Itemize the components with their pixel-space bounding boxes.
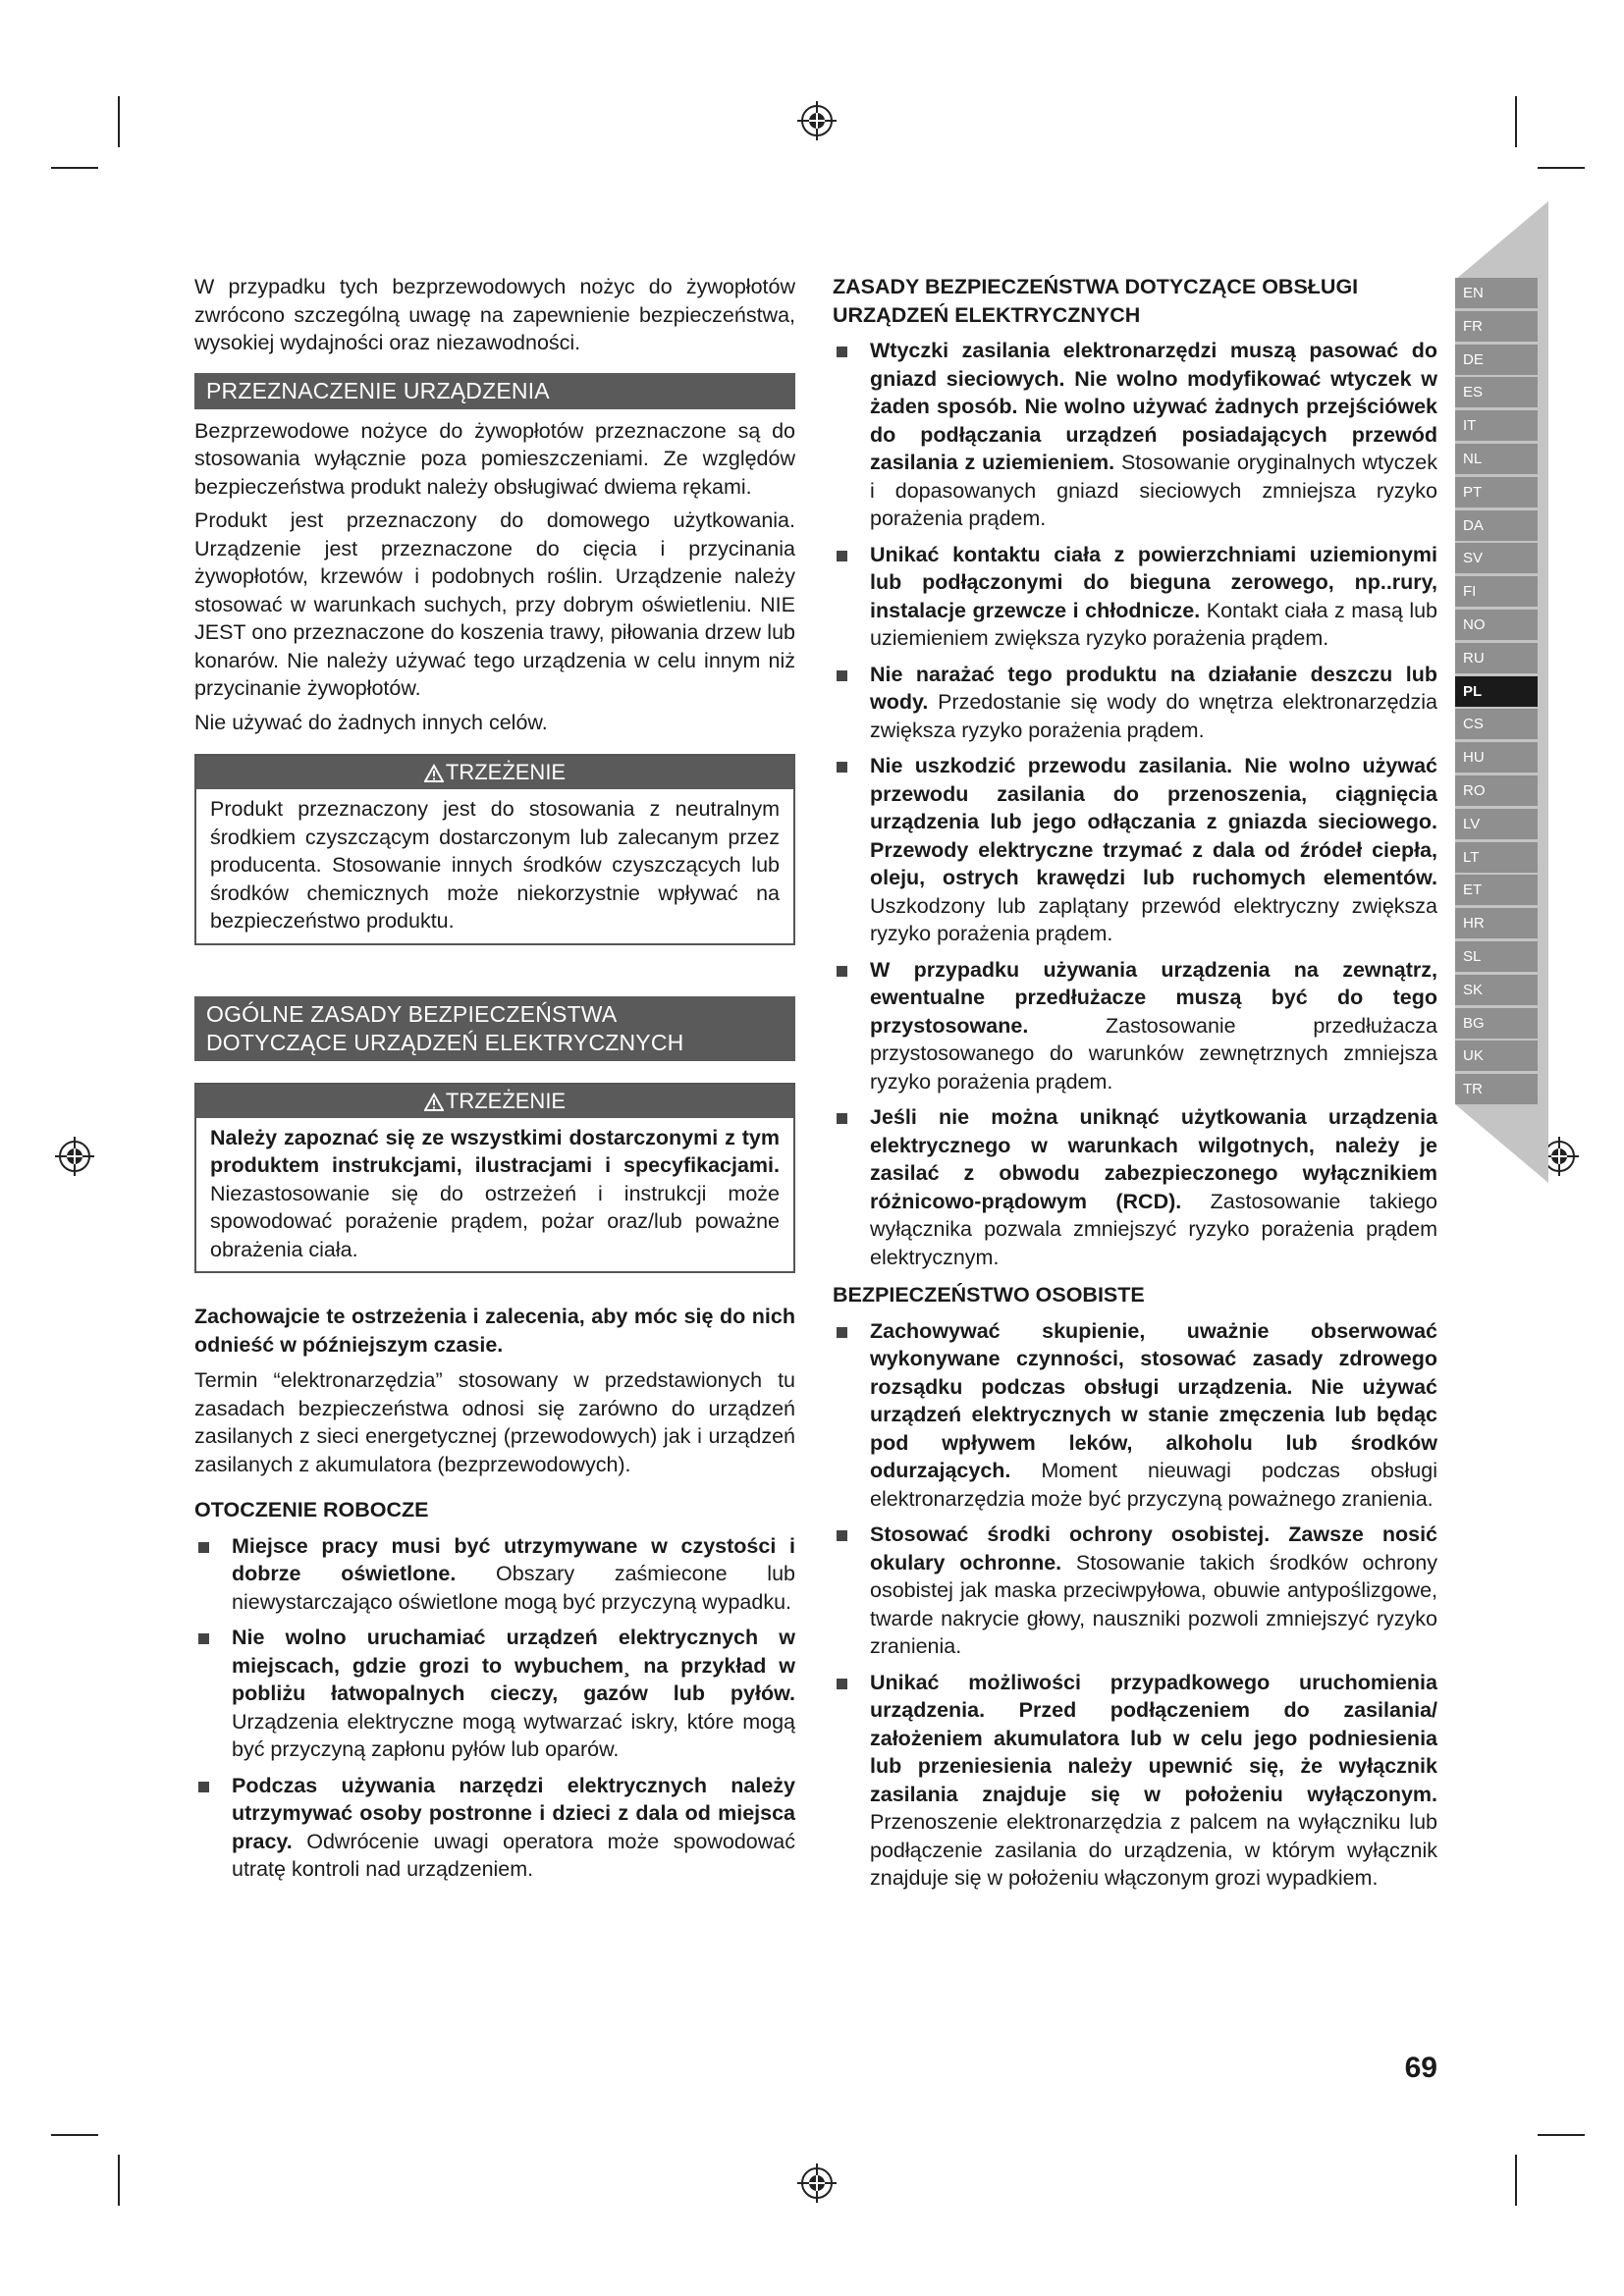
work-area-list bbox=[194, 1532, 795, 1884]
keep-instructions-note: Zachowajcie te ostrzeżenia i zalecenia, aby móc się do nich odnieść w późniejszym czasie. bbox=[194, 1305, 795, 1357]
right-column bbox=[833, 273, 1437, 1900]
purpose-paragraph: Nie używać do żadnych innych celów. bbox=[194, 710, 548, 734]
intro-paragraph: W przypadku tych bezprzewodowych nożyc do żywopłotów zwrócono szczególną uwagę na zapewnienie bezpieczeństwa, wysokiej wydajności oraz niezawodności. bbox=[194, 275, 795, 354]
crop-mark bbox=[51, 167, 98, 169]
language-tab-da[interactable]: DA bbox=[1455, 510, 1538, 541]
list-item bbox=[833, 1521, 1437, 1661]
list-item-text: Odwrócenie uwagi operatora może spowodować utratę kontroli nad urządzeniem. bbox=[232, 1829, 795, 1881]
subheading-electrical-safety: ZASADY BEZPIECZEŃSTWA DOTYCZĄCE OBSŁUGI URZĄDZEŃ ELEKTRYCZNYCH bbox=[833, 275, 1359, 327]
warning-box bbox=[194, 754, 795, 945]
language-tab-lt[interactable]: LT bbox=[1455, 842, 1538, 873]
warning-text: Produkt przeznaczony jest do stosowania z neutralnym środkiem czyszczącym dostarczonym lub zalecanym przez producenta. Stosowanie innych środków czyszczących lub środków chemicznych może niekorzystnie wpływać na bezpieczeństwo produktu. bbox=[210, 797, 780, 933]
warning-title-text: TRZEŻENIE bbox=[445, 760, 567, 784]
list-item-text: Stosowanie takich środków ochrony osobistej jak maska przeciwpyłowa, obuwie antypoślizgowe, twarde nakrycie głowy, nauszniki pozwoli zmniejszyć ryzyko zranienia. bbox=[870, 1550, 1438, 1658]
crop-mark bbox=[51, 2134, 98, 2136]
language-tab-fi[interactable]: FI bbox=[1455, 576, 1538, 607]
registration-mark-icon bbox=[797, 2163, 837, 2203]
list-item-text: Przenoszenie elektronarzędzia z palcem na wyłączniku lub podłączenie zasilania do urządzenia, w którym wyłącznik znajduje się w położeniu włączonym grozi wypadkiem. bbox=[870, 1810, 1437, 1890]
list-item-bold: Podczas używania narzędzi elektrycznych należy utrzymywać osoby postronne i dzieci z dala od miejsca pracy. bbox=[232, 1773, 795, 1853]
warning-text bbox=[210, 1124, 780, 1264]
list-item bbox=[833, 956, 1437, 1096]
list-item bbox=[833, 1669, 1437, 1893]
list-item-bold: W przypadku używania urządzenia na zewnątrz, ewentualne przedłużacze muszą być do tego przystosowane. bbox=[870, 957, 1437, 1038]
heading-line: DOTYCZĄCE URZĄDZEŃ ELEKTRYCZNYCH bbox=[206, 1029, 684, 1055]
crop-mark bbox=[1515, 2155, 1517, 2206]
language-tabs bbox=[1455, 201, 1548, 1183]
language-tab-de[interactable]: DE bbox=[1455, 345, 1538, 375]
language-tab-en[interactable]: EN bbox=[1455, 278, 1538, 308]
heading-line: OGÓLNE ZASADY BEZPIECZEŃSTWA bbox=[206, 1000, 618, 1027]
language-tab-ro[interactable]: RO bbox=[1455, 775, 1538, 806]
list-item-bold: Wtyczki zasilania elektronarzędzi muszą pasować do gniazd sieciowych. Nie wolno modyfikować wtyczek w żaden sposób. Nie wolno używać żadnych przejściówek do podłączania urządzeń posiadających przewód zasilania z uziemieniem. bbox=[870, 339, 1437, 474]
language-tab-it[interactable]: IT bbox=[1455, 410, 1538, 441]
crop-mark bbox=[118, 2155, 120, 2206]
list-item bbox=[833, 661, 1437, 745]
list-item-text: Obszary zaśmiecone lub niewystarczająco oświetlone mogą być przyczyną wypadku. bbox=[232, 1562, 795, 1614]
language-tab-fr[interactable]: FR bbox=[1455, 311, 1538, 342]
language-tab-ru[interactable]: RU bbox=[1455, 643, 1538, 673]
registration-mark-icon bbox=[797, 101, 837, 140]
warning-text-rest: Niezastosowanie się do ostrzeżeń i instrukcji może spowodować porażenie prądem, pożar oraz/lub poważne obrażenia ciała. bbox=[210, 1181, 780, 1261]
language-tab-uk[interactable]: UK bbox=[1455, 1041, 1538, 1071]
warning-icon bbox=[424, 764, 444, 783]
purpose-paragraph: Produkt jest przeznaczony do domowego użytkowania. Urządzenie jest przeznaczone do cięcia i przycinania żywopłotów, krzewów i podobnych roślin. Urządzenie należy stosować w warunkach suchych, przy dobrym oświetleniu. NIE JEST ono przeznaczone do koszenia trawy, piłowania drzew lub konarów. Nie należy używać tego urządzenia w celu innym niż przycinanie żywopłotów. bbox=[194, 508, 795, 700]
crop-mark bbox=[118, 96, 120, 147]
warning-icon bbox=[424, 1093, 444, 1112]
language-tab-pt[interactable]: PT bbox=[1455, 477, 1538, 507]
registration-mark-icon bbox=[55, 1137, 94, 1176]
list-item-text: Zastosowanie przedłużacza przystosowanego do warunków zewnętrznych zmniejsza ryzyko porażenia prądem. bbox=[870, 1013, 1437, 1094]
list-item-text: Uszkodzony lub zaplątany przewód elektryczny zwiększa ryzyko porażenia prądem. bbox=[870, 893, 1437, 945]
warning-title bbox=[196, 1085, 793, 1118]
list-item-bold: Nie wolno uruchamiać urządzeń elektrycznych w miejscach, gdzie grozi to wybuchem¸ na przykład w pobliżu łatwopalnych cieczy, gazów lub pyłów. bbox=[232, 1626, 795, 1705]
list-item bbox=[194, 1532, 795, 1617]
list-item-bold: Zachowywać skupienie, uważnie obserwować wykonywane czynności, stosować zasady zdrowego rozsądku podczas obsługi urządzenia. Nie używać urządzeń elektrycznych w stanie zmęczenia lub będąc pod wpływem leków, alkoholu lub środków odurzających. bbox=[870, 1318, 1437, 1482]
language-tab-tr[interactable]: TR bbox=[1455, 1074, 1538, 1104]
language-tab-hu[interactable]: HU bbox=[1455, 742, 1538, 773]
language-tab-es[interactable]: ES bbox=[1455, 377, 1538, 407]
list-item-text: Kontakt ciała z masą lub uziemieniem zwiększa ryzyko porażenia prądem. bbox=[870, 598, 1438, 650]
language-tab-pl[interactable]: PL bbox=[1455, 676, 1538, 707]
section-heading-general-safety bbox=[194, 996, 795, 1061]
list-item bbox=[194, 1624, 795, 1764]
list-item-bold: Jeśli nie można uniknąć użytkowania urządzenia elektrycznego w warunkach wilgotnych, należy je zasilać z obwodu zabezpieczonego wyłącznikiem różnicowo-prądowym (RCD). bbox=[870, 1105, 1437, 1213]
term-definition-paragraph: Termin “elektronarzędzia” stosowany w przedstawionych tu zasadach bezpieczeństwa odnosi się zarówno do urządzeń zasilanych z sieci energetycznej (przewodowych) jak i urządzeń zasilanych z akumulatora (bezprzewodowych). bbox=[194, 1368, 795, 1476]
personal-safety-list bbox=[833, 1317, 1437, 1893]
list-item bbox=[833, 337, 1437, 533]
list-item bbox=[833, 752, 1437, 948]
language-tab-no[interactable]: NO bbox=[1455, 610, 1538, 640]
list-item bbox=[833, 1317, 1437, 1514]
list-item-text: Stosowanie oryginalnych wtyczek i dopasowanych gniazd sieciowych zmniejsza ryzyko porażenia prądem. bbox=[870, 451, 1437, 530]
language-tab-sv[interactable]: SV bbox=[1455, 543, 1538, 573]
list-item-bold: Unikać kontaktu ciała z powierzchniami uziemionymi lub podłączonymi do bieguna zerowego, np..rury, instalacje grzewcze i chłodnicze. bbox=[870, 542, 1437, 622]
crop-mark bbox=[1515, 96, 1517, 147]
list-item-bold: Nie narażać tego produktu na działanie deszczu lub wody. bbox=[870, 662, 1437, 714]
list-item bbox=[833, 1103, 1437, 1271]
list-item bbox=[833, 541, 1437, 653]
warning-title bbox=[196, 756, 793, 789]
language-tab-cs[interactable]: CS bbox=[1455, 709, 1538, 739]
purpose-paragraph: Bezprzewodowe nożyce do żywopłotów przeznaczone są do stosowania wyłącznie poza pomieszczeniami. Ze względów bezpieczeństwa produkt należy obsługiwać dwiema rękami. bbox=[194, 418, 795, 499]
list-item-text: Moment nieuwagi podczas obsługi elektronarzędzia może być przyczyną poważnego zranienia. bbox=[870, 1459, 1437, 1511]
list-item-text: Zastosowanie takiego wyłącznika pozwala zmniejszyć ryzyko porażenia prądem elektrycznym. bbox=[870, 1189, 1437, 1269]
page-number: 69 bbox=[1404, 2052, 1437, 2084]
section-heading-purpose: PRZEZNACZENIE URZĄDZENIA bbox=[194, 373, 795, 409]
list-item-bold: Miejsce pracy musi być utrzymywane w czystości i dobrze oświetlone. bbox=[232, 1533, 795, 1585]
list-item-bold: Nie uszkodzić przewodu zasilania. Nie wolno używać przewodu zasilania do przenoszenia, ciągnięcia urządzenia lub jego odłączania z gniazda sieciowego. Przewody elektryczne trzymać z dala od źródeł ciepła, oleju, ostrych krawędzi lub ruchomych elementów. bbox=[870, 754, 1437, 889]
left-column bbox=[194, 273, 795, 1892]
warning-title-text: TRZEŻENIE bbox=[445, 1088, 567, 1113]
language-tab-lv[interactable]: LV bbox=[1455, 809, 1538, 839]
crop-mark bbox=[1538, 2134, 1585, 2136]
language-tab-hr[interactable]: HR bbox=[1455, 908, 1538, 938]
list-item-text: Przedostanie się wody do wnętrza elektronarzędzia zwiększa ryzyko porażenia prądem. bbox=[870, 690, 1437, 742]
list-item-bold: Stosować środki ochrony osobistej. Zawsze nosić okulary ochronne. bbox=[870, 1522, 1437, 1575]
list-item-bold: Unikać możliwości przypadkowego uruchomienia urządzenia. Przed podłączeniem do zasilania/ założeniem akumulatora lub w celu jego podniesienia lub przeniesienia należy upewnić się, że wyłącznik zasilania znajduje się w położeniu wyłączonym. bbox=[870, 1670, 1437, 1806]
language-tab-et[interactable]: ET bbox=[1455, 875, 1538, 905]
warning-box bbox=[194, 1083, 795, 1274]
language-tab-bg[interactable]: BG bbox=[1455, 1008, 1538, 1039]
subheading-personal-safety: BEZPIECZEŃSTWO OSOBISTE bbox=[833, 1283, 1145, 1307]
language-tab-sk[interactable]: SK bbox=[1455, 975, 1538, 1005]
language-tab-nl[interactable]: NL bbox=[1455, 444, 1538, 474]
language-tab-sl[interactable]: SL bbox=[1455, 941, 1538, 972]
list-item-text: Urządzenia elektryczne mogą wytwarzać iskry, które mogą być przyczyną zapłonu pyłów lub oparów. bbox=[232, 1709, 795, 1761]
list-item bbox=[194, 1772, 795, 1884]
warning-text-bold: Należy zapoznać się ze wszystkimi dostarczonymi z tym produktem instrukcjami, ilustracjami i specyfikacjami. bbox=[210, 1125, 780, 1177]
crop-mark bbox=[1538, 167, 1585, 169]
subheading-work-area: OTOCZENIE ROBOCZE bbox=[194, 1498, 429, 1522]
electrical-safety-list bbox=[833, 337, 1437, 1271]
